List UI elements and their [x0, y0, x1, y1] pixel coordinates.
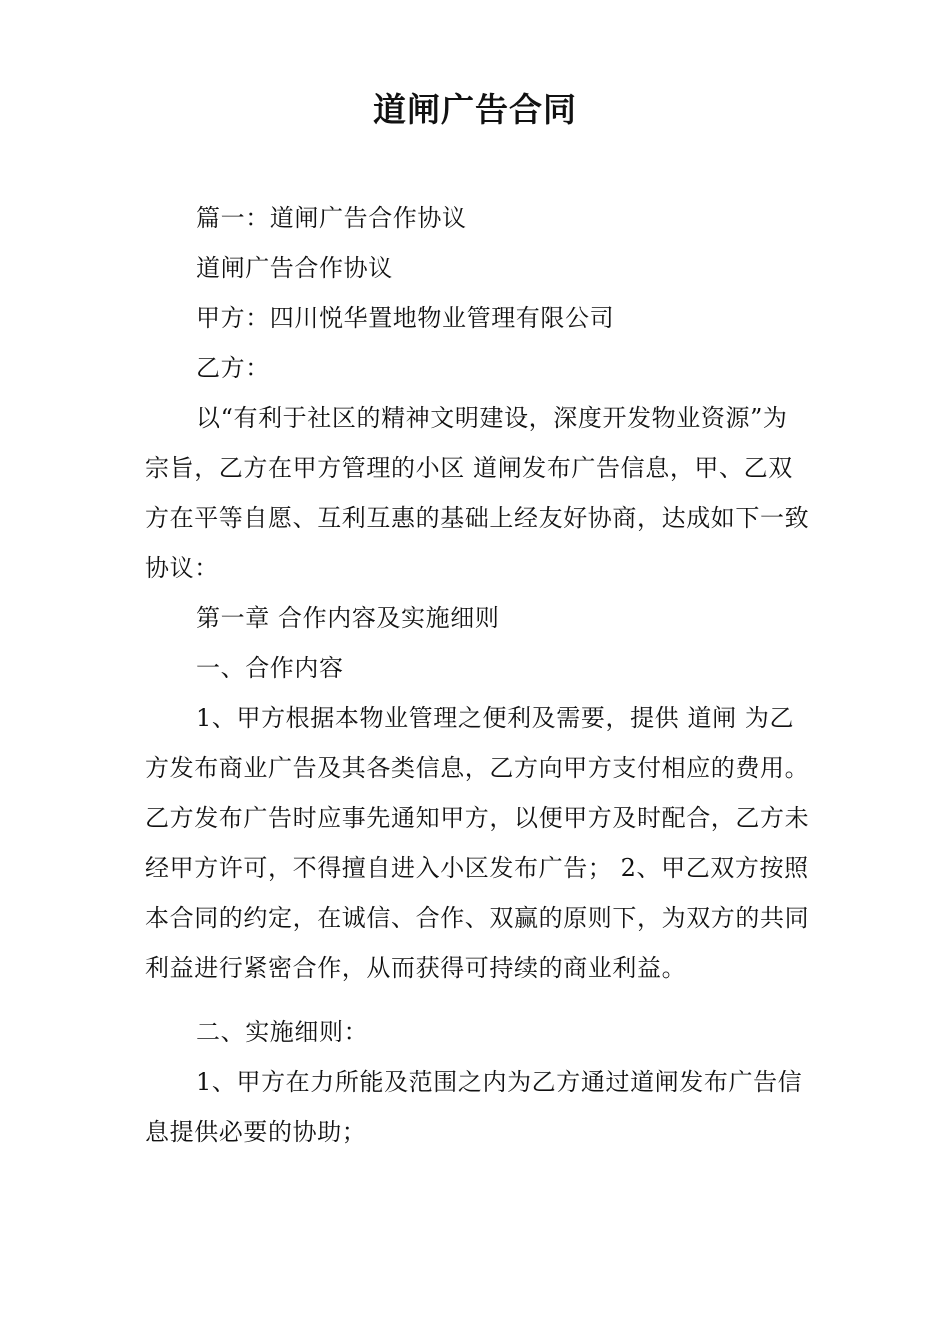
- agreement-title: 道闸广告合作协议: [196, 254, 393, 282]
- chapter-heading: 第一章 合作内容及实施细则: [196, 604, 500, 632]
- section-heading: 篇一：道闸广告合作协议: [196, 204, 467, 232]
- cooperation-clause: 1、甲方根据本物业管理之便利及需要，提供 道闸 为乙方发布商业广告及其各类信息，乙方向甲方支付相应的费用。乙方发布广告时应事先通知甲方，以便甲方及时配合，乙方未经甲方许可，不得擅自进入小区发布广告； 2、甲乙双方按照本合同的约定，在诚信、合作、双赢的原则下，为双方的共同利益进行紧密合作，从而获得可持续的商业利益。: [145, 704, 810, 982]
- subsection-heading-cooperation: 一、合作内容: [196, 654, 344, 682]
- party-a: 甲方：四川悦华置地物业管理有限公司: [196, 304, 615, 332]
- implementation-clause: 1、甲方在力所能及范围之内为乙方通过道闸发布广告信息提供必要的协助；: [145, 1068, 803, 1146]
- document-body: [145, 193, 810, 1157]
- preamble-paragraph: 以“有利于社区的精神文明建设，深度开发物业资源”为宗旨，乙方在甲方管理的小区 道闸发布广告信息，甲、乙双方在平等自愿、互利互惠的基础上经友好协商，达成如下一致协议：: [145, 404, 810, 582]
- document-title: 道闸广告合同: [373, 90, 577, 129]
- subsection-heading-implementation: 二、实施细则：: [196, 1018, 369, 1046]
- party-b: 乙方：: [196, 354, 270, 382]
